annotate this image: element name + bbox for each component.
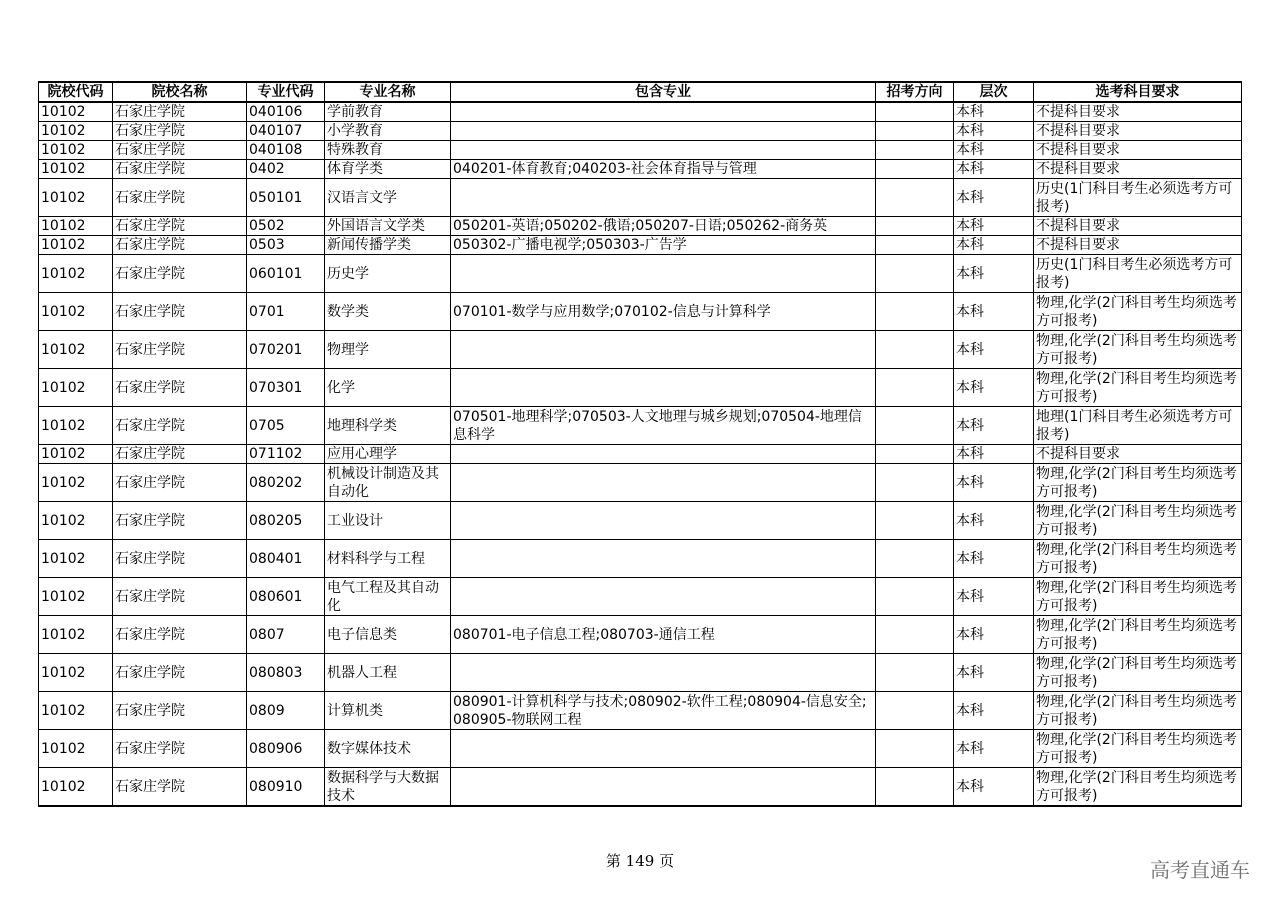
cell-level: 本科 (954, 102, 1034, 122)
cell-major-name: 学前教育 (325, 102, 451, 122)
cell-level: 本科 (954, 445, 1034, 464)
cell-school-name: 石家庄学院 (113, 369, 247, 407)
cell-direction (876, 768, 954, 807)
cell-level: 本科 (954, 540, 1034, 578)
cell-subject-requirements: 物理,化学(2门科目考生均须选考方可报考) (1034, 692, 1242, 730)
cell-major-code: 080601 (247, 578, 325, 616)
cell-subject-requirements: 物理,化学(2门科目考生均须选考方可报考) (1034, 502, 1242, 540)
cell-major-code: 040106 (247, 102, 325, 122)
cell-subject-requirements: 物理,化学(2门科目考生均须选考方可报考) (1034, 730, 1242, 768)
cell-subject-requirements: 物理,化学(2门科目考生均须选考方可报考) (1034, 654, 1242, 692)
cell-major-name: 机器人工程 (325, 654, 451, 692)
cell-school-code: 10102 (39, 540, 113, 578)
cell-major-code: 0807 (247, 616, 325, 654)
cell-school-code: 10102 (39, 331, 113, 369)
cell-included-majors (451, 102, 876, 122)
table-row (39, 331, 1242, 369)
cell-school-name: 石家庄学院 (113, 293, 247, 331)
cell-school-code: 10102 (39, 160, 113, 179)
cell-major-code: 0701 (247, 293, 325, 331)
cell-school-name: 石家庄学院 (113, 179, 247, 217)
cell-major-code: 080803 (247, 654, 325, 692)
cell-subject-requirements: 不提科目要求 (1034, 217, 1242, 236)
cell-included-majors (451, 730, 876, 768)
table-row (39, 578, 1242, 616)
watermark: 高考直通车 (1150, 858, 1250, 882)
cell-major-name: 应用心理学 (325, 445, 451, 464)
cell-major-name: 新闻传播学类 (325, 236, 451, 255)
cell-school-code: 10102 (39, 407, 113, 445)
cell-school-name: 石家庄学院 (113, 654, 247, 692)
cell-school-code: 10102 (39, 578, 113, 616)
table-row (39, 369, 1242, 407)
cell-subject-requirements: 不提科目要求 (1034, 102, 1242, 122)
cell-direction (876, 616, 954, 654)
cell-major-code: 080205 (247, 502, 325, 540)
cell-school-name: 石家庄学院 (113, 445, 247, 464)
cell-school-code: 10102 (39, 616, 113, 654)
cell-direction (876, 502, 954, 540)
page-number: 第 149 页 (605, 852, 675, 870)
cell-included-majors (451, 502, 876, 540)
cell-direction (876, 464, 954, 502)
cell-included-majors (451, 141, 876, 160)
header-included-majors: 包含专业 (451, 82, 876, 102)
cell-school-name: 石家庄学院 (113, 255, 247, 293)
cell-level: 本科 (954, 692, 1034, 730)
cell-included-majors: 080901-计算机科学与技术;080902-软件工程;080904-信息安全;080905-物联网工程 (451, 692, 876, 730)
cell-included-majors: 040201-体育教育;040203-社会体育指导与管理 (451, 160, 876, 179)
cell-school-code: 10102 (39, 369, 113, 407)
cell-level: 本科 (954, 331, 1034, 369)
cell-level: 本科 (954, 578, 1034, 616)
header-direction: 招考方向 (876, 82, 954, 102)
cell-school-name: 石家庄学院 (113, 616, 247, 654)
cell-school-name: 石家庄学院 (113, 331, 247, 369)
table-row (39, 122, 1242, 141)
cell-subject-requirements: 不提科目要求 (1034, 445, 1242, 464)
cell-school-name: 石家庄学院 (113, 464, 247, 502)
cell-major-name: 物理学 (325, 331, 451, 369)
cell-major-name: 工业设计 (325, 502, 451, 540)
cell-school-name: 石家庄学院 (113, 217, 247, 236)
cell-school-name: 石家庄学院 (113, 160, 247, 179)
cell-subject-requirements: 物理,化学(2门科目考生均须选考方可报考) (1034, 293, 1242, 331)
table-row (39, 540, 1242, 578)
cell-included-majors (451, 122, 876, 141)
table-row (39, 217, 1242, 236)
cell-level: 本科 (954, 654, 1034, 692)
cell-school-name: 石家庄学院 (113, 692, 247, 730)
cell-school-code: 10102 (39, 102, 113, 122)
cell-included-majors (451, 369, 876, 407)
cell-school-code: 10102 (39, 179, 113, 217)
cell-level: 本科 (954, 236, 1034, 255)
cell-major-code: 050101 (247, 179, 325, 217)
cell-level: 本科 (954, 768, 1034, 807)
cell-major-name: 电子信息类 (325, 616, 451, 654)
cell-level: 本科 (954, 255, 1034, 293)
cell-direction (876, 217, 954, 236)
cell-major-code: 0705 (247, 407, 325, 445)
cell-school-code: 10102 (39, 654, 113, 692)
cell-level: 本科 (954, 502, 1034, 540)
cell-school-code: 10102 (39, 768, 113, 807)
cell-major-name: 历史学 (325, 255, 451, 293)
table-row (39, 293, 1242, 331)
cell-school-name: 石家庄学院 (113, 502, 247, 540)
cell-major-name: 机械设计制造及其自动化 (325, 464, 451, 502)
cell-subject-requirements: 物理,化学(2门科目考生均须选考方可报考) (1034, 768, 1242, 807)
table-row (39, 445, 1242, 464)
cell-subject-requirements: 物理,化学(2门科目考生均须选考方可报考) (1034, 578, 1242, 616)
cell-school-code: 10102 (39, 255, 113, 293)
cell-level: 本科 (954, 616, 1034, 654)
cell-included-majors: 080701-电子信息工程;080703-通信工程 (451, 616, 876, 654)
cell-school-name: 石家庄学院 (113, 141, 247, 160)
cell-direction (876, 654, 954, 692)
cell-included-majors (451, 540, 876, 578)
cell-major-name: 体育学类 (325, 160, 451, 179)
cell-subject-requirements: 物理,化学(2门科目考生均须选考方可报考) (1034, 369, 1242, 407)
table-row (39, 102, 1242, 122)
cell-major-code: 080906 (247, 730, 325, 768)
cell-direction (876, 102, 954, 122)
table-row (39, 464, 1242, 502)
cell-level: 本科 (954, 293, 1034, 331)
table-row (39, 502, 1242, 540)
cell-major-code: 060101 (247, 255, 325, 293)
cell-subject-requirements: 不提科目要求 (1034, 122, 1242, 141)
cell-direction (876, 122, 954, 141)
cell-major-name: 数据科学与大数据技术 (325, 768, 451, 807)
table-row (39, 179, 1242, 217)
cell-level: 本科 (954, 160, 1034, 179)
table-row (39, 407, 1242, 445)
cell-included-majors: 070101-数学与应用数学;070102-信息与计算科学 (451, 293, 876, 331)
cell-school-name: 石家庄学院 (113, 122, 247, 141)
table-row (39, 692, 1242, 730)
table-row (39, 236, 1242, 255)
cell-school-code: 10102 (39, 122, 113, 141)
cell-direction (876, 692, 954, 730)
cell-school-code: 10102 (39, 464, 113, 502)
header-level: 层次 (954, 82, 1034, 102)
cell-included-majors (451, 464, 876, 502)
table-header-row (39, 82, 1242, 102)
cell-direction (876, 255, 954, 293)
cell-major-code: 0503 (247, 236, 325, 255)
cell-level: 本科 (954, 730, 1034, 768)
cell-level: 本科 (954, 369, 1034, 407)
cell-major-name: 特殊教育 (325, 141, 451, 160)
cell-major-name: 小学教育 (325, 122, 451, 141)
cell-direction (876, 540, 954, 578)
cell-school-code: 10102 (39, 141, 113, 160)
cell-major-name: 化学 (325, 369, 451, 407)
cell-major-code: 0402 (247, 160, 325, 179)
cell-level: 本科 (954, 179, 1034, 217)
cell-major-code: 080401 (247, 540, 325, 578)
cell-major-name: 计算机类 (325, 692, 451, 730)
cell-level: 本科 (954, 407, 1034, 445)
cell-major-code: 040107 (247, 122, 325, 141)
cell-direction (876, 331, 954, 369)
cell-major-name: 材料科学与工程 (325, 540, 451, 578)
cell-school-name: 石家庄学院 (113, 768, 247, 807)
cell-school-name: 石家庄学院 (113, 730, 247, 768)
table-row (39, 654, 1242, 692)
table-row (39, 255, 1242, 293)
cell-direction (876, 407, 954, 445)
cell-major-code: 071102 (247, 445, 325, 464)
cell-subject-requirements: 物理,化学(2门科目考生均须选考方可报考) (1034, 540, 1242, 578)
cell-direction (876, 730, 954, 768)
cell-direction (876, 236, 954, 255)
cell-included-majors (451, 578, 876, 616)
cell-major-code: 070201 (247, 331, 325, 369)
cell-major-name: 外国语言文学类 (325, 217, 451, 236)
cell-school-name: 石家庄学院 (113, 407, 247, 445)
table-row (39, 160, 1242, 179)
cell-level: 本科 (954, 122, 1034, 141)
table-row (39, 768, 1242, 807)
cell-school-code: 10102 (39, 692, 113, 730)
cell-school-code: 10102 (39, 502, 113, 540)
cell-included-majors (451, 445, 876, 464)
cell-subject-requirements: 不提科目要求 (1034, 141, 1242, 160)
table-row (39, 141, 1242, 160)
cell-included-majors: 050302-广播电视学;050303-广告学 (451, 236, 876, 255)
cell-school-code: 10102 (39, 217, 113, 236)
header-subject-requirements: 选考科目要求 (1034, 82, 1242, 102)
cell-included-majors (451, 768, 876, 807)
header-school-code: 院校代码 (39, 82, 113, 102)
cell-major-code: 0809 (247, 692, 325, 730)
cell-school-name: 石家庄学院 (113, 102, 247, 122)
cell-subject-requirements: 不提科目要求 (1034, 160, 1242, 179)
cell-school-name: 石家庄学院 (113, 236, 247, 255)
cell-included-majors: 050201-英语;050202-俄语;050207-日语;050262-商务英 (451, 217, 876, 236)
cell-major-name: 汉语言文学 (325, 179, 451, 217)
cell-major-name: 数学类 (325, 293, 451, 331)
header-major-name: 专业名称 (325, 82, 451, 102)
cell-direction (876, 369, 954, 407)
cell-subject-requirements: 物理,化学(2门科目考生均须选考方可报考) (1034, 616, 1242, 654)
cell-school-code: 10102 (39, 730, 113, 768)
cell-direction (876, 179, 954, 217)
cell-direction (876, 160, 954, 179)
cell-included-majors (451, 179, 876, 217)
cell-school-code: 10102 (39, 236, 113, 255)
table-row (39, 616, 1242, 654)
cell-major-name: 地理科学类 (325, 407, 451, 445)
cell-school-code: 10102 (39, 293, 113, 331)
cell-major-code: 070301 (247, 369, 325, 407)
cell-major-code: 040108 (247, 141, 325, 160)
cell-school-code: 10102 (39, 445, 113, 464)
cell-level: 本科 (954, 217, 1034, 236)
cell-subject-requirements: 物理,化学(2门科目考生均须选考方可报考) (1034, 331, 1242, 369)
cell-included-majors (451, 331, 876, 369)
cell-level: 本科 (954, 464, 1034, 502)
cell-included-majors: 070501-地理科学;070503-人文地理与城乡规划;070504-地理信息科学 (451, 407, 876, 445)
cell-major-code: 0502 (247, 217, 325, 236)
header-school-name: 院校名称 (113, 82, 247, 102)
cell-subject-requirements: 物理,化学(2门科目考生均须选考方可报考) (1034, 464, 1242, 502)
cell-direction (876, 141, 954, 160)
cell-subject-requirements: 历史(1门科目考生必须选考方可报考) (1034, 255, 1242, 293)
cell-school-name: 石家庄学院 (113, 540, 247, 578)
cell-subject-requirements: 不提科目要求 (1034, 236, 1242, 255)
admissions-table (38, 81, 1242, 807)
cell-direction (876, 293, 954, 331)
cell-subject-requirements: 地理(1门科目考生必须选考方可报考) (1034, 407, 1242, 445)
cell-included-majors (451, 255, 876, 293)
cell-major-code: 080910 (247, 768, 325, 807)
cell-included-majors (451, 654, 876, 692)
table-row (39, 730, 1242, 768)
cell-major-code: 080202 (247, 464, 325, 502)
cell-school-name: 石家庄学院 (113, 578, 247, 616)
cell-direction (876, 578, 954, 616)
cell-subject-requirements: 历史(1门科目考生必须选考方可报考) (1034, 179, 1242, 217)
cell-level: 本科 (954, 141, 1034, 160)
header-major-code: 专业代码 (247, 82, 325, 102)
cell-major-name: 数字媒体技术 (325, 730, 451, 768)
cell-direction (876, 445, 954, 464)
cell-major-name: 电气工程及其自动化 (325, 578, 451, 616)
